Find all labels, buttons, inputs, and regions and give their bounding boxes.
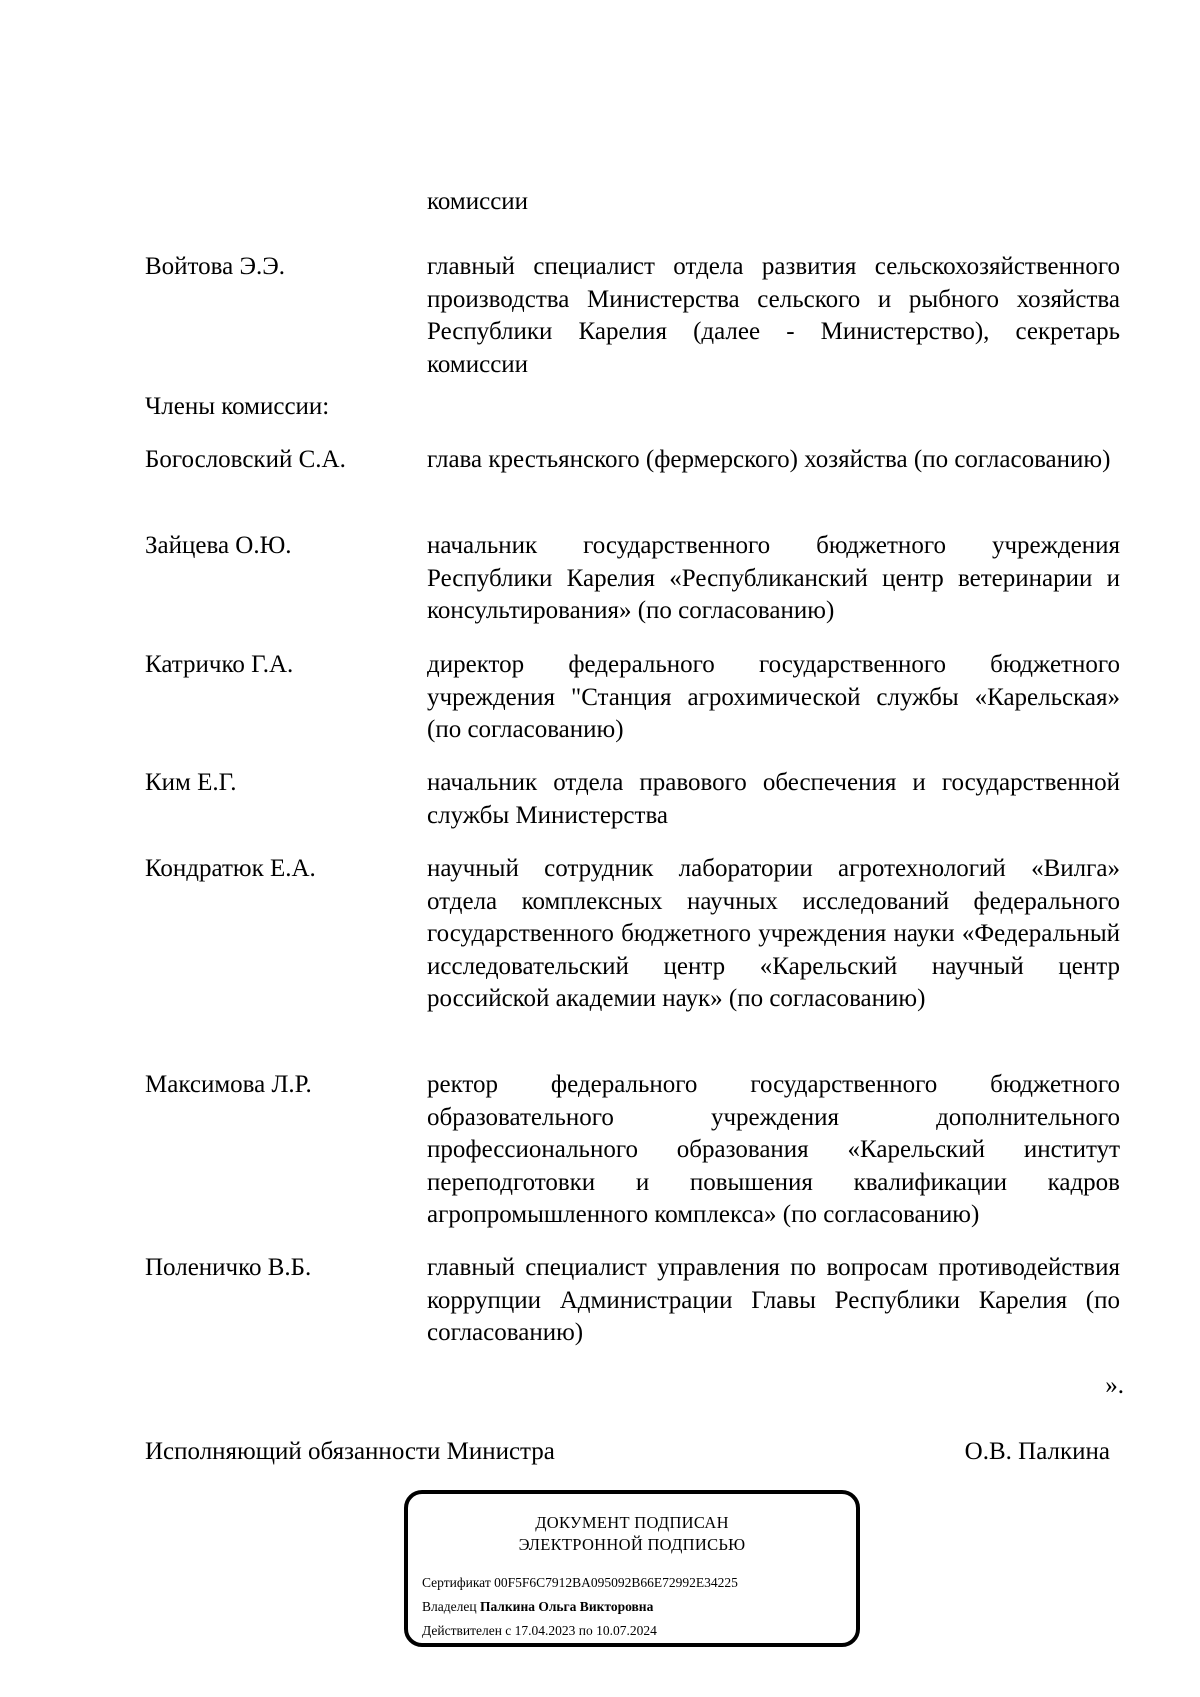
member-name: Войтова Э.Э.: [145, 253, 285, 280]
stamp-owner: [422, 1598, 653, 1616]
stamp-validity: [422, 1622, 657, 1640]
owner-value: Палкина Ольга Викторовна: [479, 1599, 654, 1614]
owner-label: Владелец: [422, 1599, 477, 1614]
valid-from: 17.04.2023: [514, 1623, 576, 1638]
stamp-certificate: [422, 1574, 738, 1592]
valid-to: 10.07.2024: [596, 1623, 657, 1638]
certificate-label: Сертификат: [422, 1575, 491, 1590]
valid-label: Действителен с: [422, 1623, 512, 1638]
member-name: Поленичко В.Б.: [145, 1254, 312, 1281]
member-description: научный сотрудник лаборатории агротехнологий «Вилга» отдела комплексных научных исследований федерального государственного бюджетного учреждения науки «Федеральный исследовательский центр «Карельский научный центр российской академии наук» (по согласованию): [427, 855, 1120, 1012]
member-description: главный специалист отдела развития сельскохозяйственного производства Министерства сельского и рыбного хозяйства Республики Карелия (далее - Министерство), секретарь комиссии: [427, 253, 1120, 378]
member-description: начальник отдела правового обеспечения и государственной службы Министерства: [427, 769, 1120, 829]
member-name: Зайцева О.Ю.: [145, 532, 292, 559]
member-description: директор федерального государственного бюджетного учреждения "Станция агрохимической службы «Карельская» (по согласованию): [427, 651, 1120, 743]
signatory-name: О.В. Палкина: [964, 1438, 1110, 1465]
electronic-signature-stamp: [404, 1490, 860, 1647]
member-description: ректор федерального государственного бюджетного образовательного учреждения дополнительного профессионального образования «Карельский институт переподготовки и повышения квалификации кадров агропромышленного комплекса» (по согласованию): [427, 1071, 1120, 1228]
signatory-position: Исполняющий обязанности Министра: [145, 1438, 555, 1465]
member-name: Катричко Г.А.: [145, 651, 294, 678]
valid-to-label: по: [578, 1623, 593, 1638]
member-name: Кондратюк Е.А.: [145, 855, 316, 882]
continuation-text: комиссии: [427, 188, 529, 215]
member-name: Ким Е.Г.: [145, 769, 237, 796]
member-name: Богословский С.А.: [145, 446, 346, 473]
certificate-value: 00F5F6C7912BA095092B66E72992E34225: [494, 1575, 738, 1590]
member-description: начальник государственного бюджетного учреждения Республики Карелия «Республиканский центр ветеринарии и консультирования» (по согласованию): [427, 532, 1120, 624]
closing-quote-mark: ».: [1105, 1372, 1124, 1399]
member-name: Максимова Л.Р.: [145, 1071, 312, 1098]
member-description: главный специалист управления по вопросам противодействия коррупции Администрации Главы Республики Карелия (по согласованию): [427, 1254, 1120, 1346]
stamp-title-line: ДОКУМЕНТ ПОДПИСАН: [535, 1513, 729, 1532]
stamp-title-line: ЭЛЕКТРОННОЙ ПОДПИСЬЮ: [518, 1535, 746, 1554]
stamp-title: [408, 1512, 856, 1556]
members-heading: Члены комиссии:: [145, 393, 330, 420]
member-description: глава крестьянского (фермерского) хозяйства (по согласованию): [427, 446, 1111, 473]
